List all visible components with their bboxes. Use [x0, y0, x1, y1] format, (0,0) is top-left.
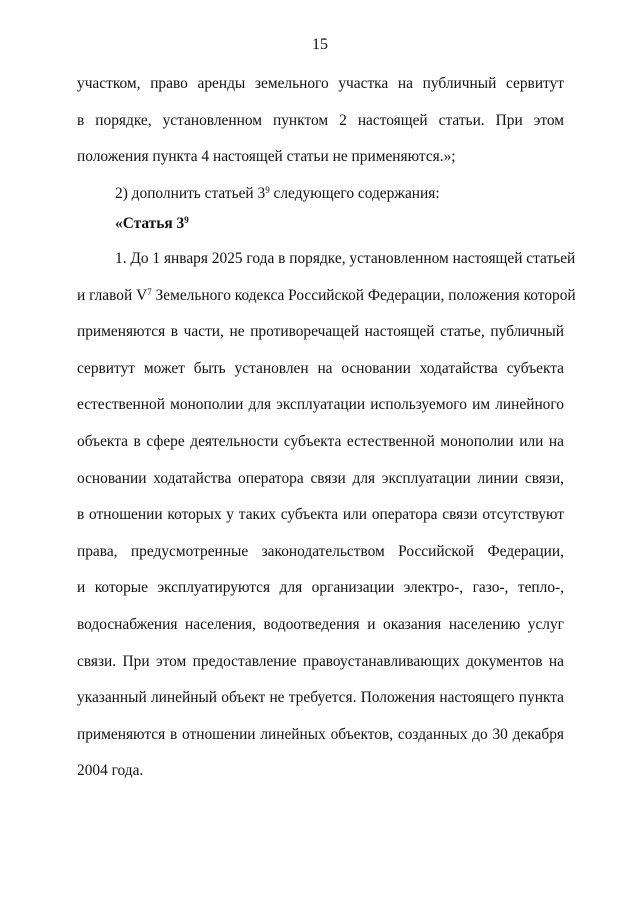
- text-line: связи. При этом предоставление правоустанавливающих документов на: [77, 652, 564, 670]
- article-heading: [77, 214, 564, 251]
- superscript: 7: [147, 286, 152, 297]
- text-line: в отношении которых у таких субъекта или оператора связи отсутствуют: [77, 506, 564, 524]
- text-line: основании ходатайства оператора связи для эксплуатации линии связи,: [77, 469, 564, 487]
- article-title-text: «Статья 3: [115, 215, 185, 232]
- article-title: [77, 214, 564, 251]
- text-line: [77, 286, 576, 323]
- text-line: естественной монополии для эксплуатации используемого им линейного: [77, 396, 564, 414]
- text-line: в порядке, установленном пунктом 2 настоящей статьи. При этом: [77, 111, 564, 129]
- item-2-text: 2) дополнить статьей 3: [115, 185, 266, 202]
- line-text-rest: Земельного кодекса Российской Федерации, положения которой: [151, 286, 576, 304]
- text-line: объекта в сфере деятельности субъекта естественной монополии или на: [77, 432, 564, 450]
- text-line: указанный линейный объект не требуется. Положения настоящего пункта: [77, 689, 564, 707]
- superscript: 9: [184, 215, 189, 226]
- text-line: водоснабжения населения, водоотведения и оказания населению услуг: [77, 615, 564, 633]
- text-line: применяются в части, не противоречащей настоящей статье, публичный: [77, 323, 564, 341]
- text-line: участком, право аренды земельного участка на публичный сервитут: [77, 75, 564, 92]
- superscript: 9: [265, 185, 270, 196]
- text-line: и которые эксплуатируются для организации электро-, газо-, тепло-,: [77, 579, 564, 597]
- text-line: права, предусмотренные законодательством Российской Федерации,: [77, 542, 564, 560]
- text-line: 2004 года.: [77, 762, 144, 780]
- text-line: применяются в отношении линейных объектов, созданных до 30 декабря: [77, 725, 564, 743]
- paragraph-1: [77, 249, 576, 798]
- continuation-paragraph: [77, 74, 564, 184]
- page-number: 15: [312, 36, 328, 53]
- text-line: сервитут может быть установлен на основании ходатайства субъекта: [77, 359, 564, 377]
- item-2-text-rest: следующего содержания:: [269, 185, 440, 202]
- text-line: 1. До 1 января 2025 года в порядке, установленном настоящей статьей: [115, 250, 576, 267]
- line-text: и главой V: [77, 286, 148, 304]
- text-line: положения пункта 4 настоящей статьи не применяются.»;: [77, 148, 456, 166]
